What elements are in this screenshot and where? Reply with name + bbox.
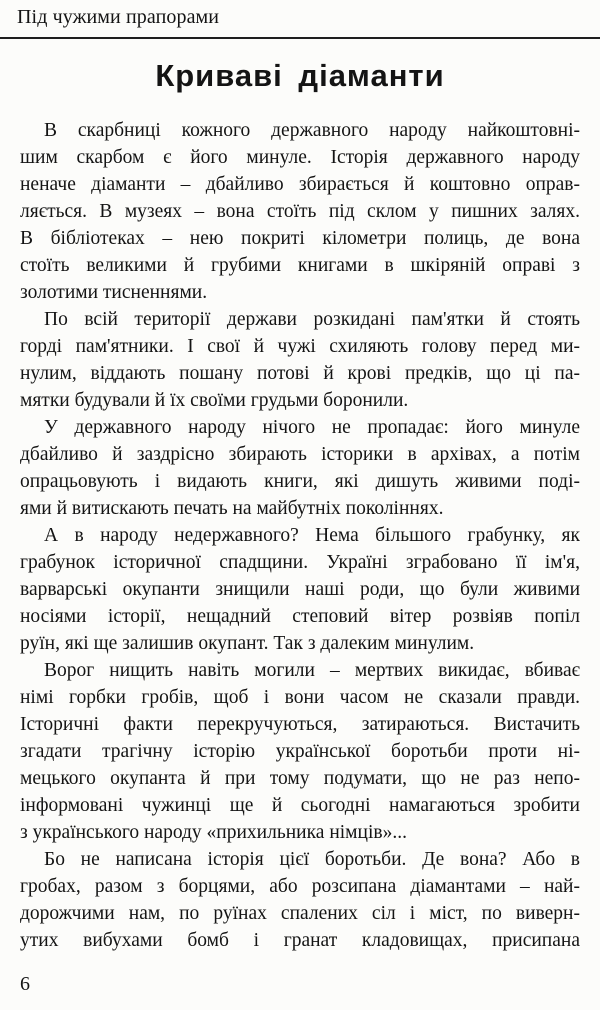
text-line: нулим, віддають пошану потові й крові предків, що ці па- (20, 363, 580, 384)
text-line: В скарбниці кожного державного народу найкоштовні- (44, 120, 580, 141)
text-line: дорожчими нам, по руїнах спалених сіл і міст, по виверн- (20, 903, 580, 924)
body-text (20, 117, 580, 954)
text-line: носіями історії, нещадний степовий вітер розвіяв попіл (20, 606, 580, 627)
text-line: мятки будували й їх своїми грудьми боронили. (20, 390, 409, 411)
page-number: 6 (20, 973, 30, 995)
text-line: стоїть великими й грубими книгами в шкіряній оправі з (20, 255, 580, 276)
text-line: дбайливо й заздрісно збирають історики в архівах, а потім (20, 444, 580, 465)
text-line: В бібліотеках – нею покриті кілометри полиць, де вона (20, 228, 580, 249)
header-rule (0, 37, 600, 39)
text-line: По всій території держави розкидані пам'ятки й стоять (44, 309, 580, 330)
text-line: інформовані чужинці ще й сьогодні намагаються зробити (20, 795, 580, 816)
running-header: Під чужими прапорами (17, 6, 220, 28)
text-line: утих вибухами бомб і гранат кладовищах, присипана (20, 930, 580, 951)
text-line: шим скарбом є його минуле. Історія державного народу (20, 147, 580, 168)
text-line: грабунок історичної спадщини. Україні зграбовано її ім'я, (20, 552, 580, 573)
text-line: варварські окупанти знищили наші роди, що були живими (20, 579, 580, 600)
text-line: німі горбки гробів, щоб і вони часом не сказали правди. (20, 687, 580, 708)
chapter-title: Криваві діаманти (155, 58, 445, 93)
text-line: руїн, які ще залишив окупант. Так з далеким минулим. (20, 633, 475, 654)
text-line: А в народу недержавного? Нема більшого грабунку, як (44, 525, 580, 546)
text-line: горді пам'ятники. І свої й чужі схиляють голову перед ми- (20, 336, 580, 357)
text-line: ями й витискають печать на майбутніх поколіннях. (20, 498, 444, 519)
text-line: з українського народу «прихильника німців»... (20, 822, 407, 843)
text-line: згадати трагічну історію української боротьби проти ні- (20, 741, 580, 762)
text-line: неначе діаманти – дбайливо збирається й коштовно оправ- (20, 174, 580, 195)
text-line: Ворог нищить навіть могили – мертвих викидає, вбиває (44, 660, 580, 681)
text-line: Історичні факти перекручуються, затираються. Вистачить (20, 714, 580, 735)
text-line: золотими тисненнями. (20, 282, 208, 303)
text-line: У державного народу нічого не пропадає: його минуле (44, 417, 580, 438)
text-line: мецького окупанта й при тому подумати, що не раз непо- (20, 768, 580, 789)
text-line: опрацьовують і видають книги, які дишуть живими поді- (20, 471, 580, 492)
text-line: Бо не написана історія цієї боротьби. Де вона? Або в (44, 849, 580, 870)
text-line: ляється. В музеях – вона стоїть під склом у пишних залях. (20, 201, 580, 222)
text-line: гробах, разом з борцями, або розсипана діамантами – най- (20, 876, 580, 897)
